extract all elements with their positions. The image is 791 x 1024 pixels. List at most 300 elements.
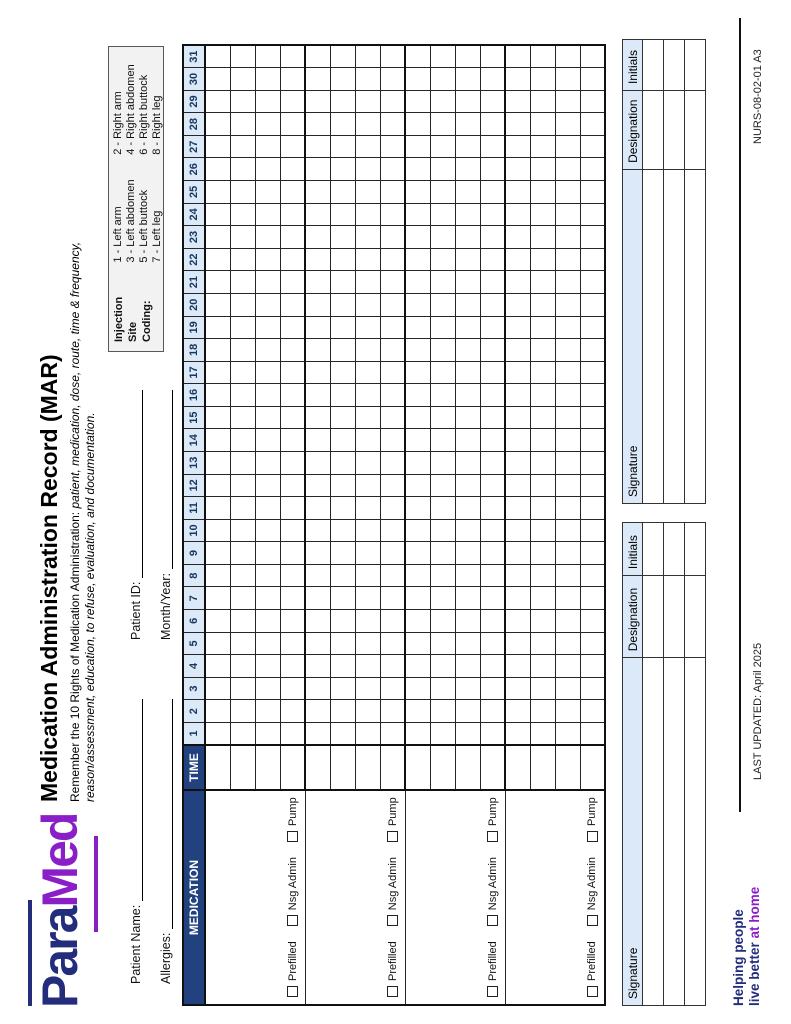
time-cell[interactable]: [405, 745, 430, 790]
day-cell-29[interactable]: [430, 90, 455, 113]
day-cell-30[interactable]: [230, 68, 255, 91]
day-cell-22[interactable]: [280, 248, 305, 271]
day-cell-15[interactable]: [230, 406, 255, 429]
day-cell-29[interactable]: [330, 90, 355, 113]
day-cell-28[interactable]: [280, 113, 305, 136]
day-cell-10[interactable]: [430, 519, 455, 542]
day-cell-16[interactable]: [455, 384, 480, 407]
day-cell-28[interactable]: [330, 113, 355, 136]
day-cell-6[interactable]: [530, 610, 555, 633]
day-cell-3[interactable]: [255, 677, 280, 700]
day-cell-16[interactable]: [580, 384, 605, 407]
day-cell-6[interactable]: [305, 610, 330, 633]
day-cell-24[interactable]: [255, 203, 280, 226]
day-cell-12[interactable]: [255, 474, 280, 497]
day-cell-6[interactable]: [205, 610, 230, 633]
day-cell-11[interactable]: [330, 497, 355, 520]
day-cell-8[interactable]: [530, 564, 555, 587]
day-cell-24[interactable]: [430, 203, 455, 226]
day-cell-30[interactable]: [280, 68, 305, 91]
day-cell-6[interactable]: [280, 610, 305, 633]
day-cell-30[interactable]: [380, 68, 405, 91]
day-cell-3[interactable]: [455, 677, 480, 700]
time-cell[interactable]: [305, 745, 330, 790]
day-cell-28[interactable]: [430, 113, 455, 136]
day-cell-3[interactable]: [555, 677, 580, 700]
day-cell-11[interactable]: [480, 497, 505, 520]
day-cell-7[interactable]: [580, 587, 605, 610]
time-cell[interactable]: [380, 745, 405, 790]
day-cell-29[interactable]: [305, 90, 330, 113]
day-cell-9[interactable]: [255, 542, 280, 565]
day-cell-22[interactable]: [505, 248, 530, 271]
day-cell-5[interactable]: [430, 632, 455, 655]
day-cell-3[interactable]: [205, 677, 230, 700]
day-cell-22[interactable]: [580, 248, 605, 271]
day-cell-19[interactable]: [505, 316, 530, 339]
day-cell-5[interactable]: [480, 632, 505, 655]
day-cell-22[interactable]: [305, 248, 330, 271]
day-cell-28[interactable]: [580, 113, 605, 136]
day-cell-29[interactable]: [380, 90, 405, 113]
day-cell-24[interactable]: [480, 203, 505, 226]
day-cell-29[interactable]: [405, 90, 430, 113]
day-cell-20[interactable]: [205, 293, 230, 316]
day-cell-10[interactable]: [230, 519, 255, 542]
day-cell-25[interactable]: [280, 181, 305, 204]
day-cell-21[interactable]: [205, 271, 230, 294]
day-cell-11[interactable]: [205, 497, 230, 520]
day-cell-20[interactable]: [430, 293, 455, 316]
day-cell-14[interactable]: [205, 429, 230, 452]
day-cell-11[interactable]: [305, 497, 330, 520]
day-cell-1[interactable]: [330, 722, 355, 745]
day-cell-16[interactable]: [305, 384, 330, 407]
day-cell-9[interactable]: [555, 542, 580, 565]
day-cell-13[interactable]: [405, 451, 430, 474]
day-cell-3[interactable]: [230, 677, 255, 700]
day-cell-4[interactable]: [280, 655, 305, 678]
day-cell-28[interactable]: [405, 113, 430, 136]
time-cell[interactable]: [330, 745, 355, 790]
day-cell-29[interactable]: [355, 90, 380, 113]
day-cell-21[interactable]: [405, 271, 430, 294]
day-cell-8[interactable]: [330, 564, 355, 587]
designation-cell[interactable]: [685, 91, 706, 170]
day-cell-21[interactable]: [280, 271, 305, 294]
day-cell-29[interactable]: [205, 90, 230, 113]
day-cell-10[interactable]: [305, 519, 330, 542]
day-cell-15[interactable]: [280, 406, 305, 429]
day-cell-22[interactable]: [330, 248, 355, 271]
day-cell-26[interactable]: [355, 158, 380, 181]
day-cell-29[interactable]: [455, 90, 480, 113]
day-cell-14[interactable]: [230, 429, 255, 452]
day-cell-12[interactable]: [555, 474, 580, 497]
day-cell-19[interactable]: [230, 316, 255, 339]
day-cell-2[interactable]: [405, 700, 430, 723]
day-cell-15[interactable]: [255, 406, 280, 429]
day-cell-13[interactable]: [255, 451, 280, 474]
day-cell-19[interactable]: [380, 316, 405, 339]
day-cell-8[interactable]: [355, 564, 380, 587]
day-cell-17[interactable]: [355, 361, 380, 384]
day-cell-1[interactable]: [255, 722, 280, 745]
day-cell-5[interactable]: [355, 632, 380, 655]
day-cell-31[interactable]: [255, 45, 280, 68]
day-cell-30[interactable]: [455, 68, 480, 91]
day-cell-23[interactable]: [380, 226, 405, 249]
day-cell-16[interactable]: [505, 384, 530, 407]
time-cell[interactable]: [205, 745, 230, 790]
day-cell-15[interactable]: [205, 406, 230, 429]
time-cell[interactable]: [480, 745, 505, 790]
day-cell-26[interactable]: [255, 158, 280, 181]
day-cell-21[interactable]: [230, 271, 255, 294]
day-cell-30[interactable]: [480, 68, 505, 91]
day-cell-10[interactable]: [330, 519, 355, 542]
day-cell-25[interactable]: [430, 181, 455, 204]
day-cell-26[interactable]: [380, 158, 405, 181]
month-year-input[interactable]: [158, 390, 173, 569]
time-cell[interactable]: [455, 745, 480, 790]
day-cell-1[interactable]: [280, 722, 305, 745]
day-cell-8[interactable]: [255, 564, 280, 587]
day-cell-6[interactable]: [355, 610, 380, 633]
day-cell-18[interactable]: [580, 339, 605, 362]
day-cell-14[interactable]: [355, 429, 380, 452]
day-cell-22[interactable]: [380, 248, 405, 271]
day-cell-13[interactable]: [455, 451, 480, 474]
day-cell-17[interactable]: [330, 361, 355, 384]
day-cell-1[interactable]: [230, 722, 255, 745]
day-cell-6[interactable]: [430, 610, 455, 633]
day-cell-18[interactable]: [455, 339, 480, 362]
day-cell-7[interactable]: [555, 587, 580, 610]
day-cell-6[interactable]: [330, 610, 355, 633]
day-cell-17[interactable]: [280, 361, 305, 384]
day-cell-18[interactable]: [405, 339, 430, 362]
day-cell-5[interactable]: [230, 632, 255, 655]
day-cell-26[interactable]: [480, 158, 505, 181]
day-cell-20[interactable]: [330, 293, 355, 316]
day-cell-30[interactable]: [405, 68, 430, 91]
day-cell-9[interactable]: [505, 542, 530, 565]
day-cell-28[interactable]: [555, 113, 580, 136]
day-cell-28[interactable]: [305, 113, 330, 136]
day-cell-9[interactable]: [455, 542, 480, 565]
day-cell-18[interactable]: [255, 339, 280, 362]
day-cell-22[interactable]: [405, 248, 430, 271]
day-cell-10[interactable]: [480, 519, 505, 542]
day-cell-31[interactable]: [430, 45, 455, 68]
day-cell-12[interactable]: [505, 474, 530, 497]
designation-cell[interactable]: [643, 576, 664, 658]
day-cell-24[interactable]: [205, 203, 230, 226]
day-cell-20[interactable]: [255, 293, 280, 316]
time-cell[interactable]: [505, 745, 530, 790]
day-cell-20[interactable]: [455, 293, 480, 316]
day-cell-20[interactable]: [555, 293, 580, 316]
day-cell-13[interactable]: [230, 451, 255, 474]
day-cell-7[interactable]: [430, 587, 455, 610]
day-cell-18[interactable]: [530, 339, 555, 362]
day-cell-10[interactable]: [205, 519, 230, 542]
day-cell-23[interactable]: [305, 226, 330, 249]
day-cell-5[interactable]: [205, 632, 230, 655]
day-cell-23[interactable]: [405, 226, 430, 249]
day-cell-3[interactable]: [430, 677, 455, 700]
day-cell-27[interactable]: [305, 135, 330, 158]
day-cell-29[interactable]: [530, 90, 555, 113]
day-cell-7[interactable]: [205, 587, 230, 610]
day-cell-2[interactable]: [230, 700, 255, 723]
day-cell-15[interactable]: [480, 406, 505, 429]
day-cell-11[interactable]: [380, 497, 405, 520]
checkbox-nsg-admin-icon[interactable]: [487, 915, 498, 926]
day-cell-4[interactable]: [255, 655, 280, 678]
day-cell-24[interactable]: [330, 203, 355, 226]
day-cell-25[interactable]: [355, 181, 380, 204]
day-cell-5[interactable]: [255, 632, 280, 655]
day-cell-6[interactable]: [555, 610, 580, 633]
day-cell-12[interactable]: [305, 474, 330, 497]
day-cell-18[interactable]: [430, 339, 455, 362]
day-cell-27[interactable]: [405, 135, 430, 158]
day-cell-6[interactable]: [505, 610, 530, 633]
day-cell-2[interactable]: [555, 700, 580, 723]
day-cell-26[interactable]: [580, 158, 605, 181]
day-cell-7[interactable]: [480, 587, 505, 610]
day-cell-12[interactable]: [480, 474, 505, 497]
day-cell-17[interactable]: [455, 361, 480, 384]
day-cell-29[interactable]: [580, 90, 605, 113]
day-cell-15[interactable]: [405, 406, 430, 429]
day-cell-5[interactable]: [555, 632, 580, 655]
day-cell-15[interactable]: [330, 406, 355, 429]
day-cell-26[interactable]: [330, 158, 355, 181]
day-cell-15[interactable]: [530, 406, 555, 429]
day-cell-21[interactable]: [480, 271, 505, 294]
day-cell-14[interactable]: [530, 429, 555, 452]
day-cell-4[interactable]: [330, 655, 355, 678]
day-cell-13[interactable]: [480, 451, 505, 474]
day-cell-30[interactable]: [530, 68, 555, 91]
day-cell-29[interactable]: [480, 90, 505, 113]
day-cell-28[interactable]: [355, 113, 380, 136]
signature-cell[interactable]: [685, 169, 706, 503]
day-cell-6[interactable]: [580, 610, 605, 633]
day-cell-13[interactable]: [580, 451, 605, 474]
day-cell-17[interactable]: [430, 361, 455, 384]
day-cell-18[interactable]: [555, 339, 580, 362]
day-cell-25[interactable]: [455, 181, 480, 204]
day-cell-31[interactable]: [330, 45, 355, 68]
day-cell-2[interactable]: [255, 700, 280, 723]
day-cell-7[interactable]: [355, 587, 380, 610]
day-cell-16[interactable]: [330, 384, 355, 407]
day-cell-22[interactable]: [555, 248, 580, 271]
day-cell-4[interactable]: [380, 655, 405, 678]
day-cell-28[interactable]: [255, 113, 280, 136]
day-cell-29[interactable]: [230, 90, 255, 113]
day-cell-25[interactable]: [505, 181, 530, 204]
day-cell-25[interactable]: [405, 181, 430, 204]
day-cell-19[interactable]: [330, 316, 355, 339]
day-cell-17[interactable]: [205, 361, 230, 384]
day-cell-30[interactable]: [580, 68, 605, 91]
day-cell-13[interactable]: [355, 451, 380, 474]
day-cell-11[interactable]: [530, 497, 555, 520]
day-cell-22[interactable]: [255, 248, 280, 271]
day-cell-5[interactable]: [505, 632, 530, 655]
day-cell-2[interactable]: [530, 700, 555, 723]
day-cell-30[interactable]: [355, 68, 380, 91]
day-cell-15[interactable]: [305, 406, 330, 429]
day-cell-28[interactable]: [380, 113, 405, 136]
day-cell-27[interactable]: [580, 135, 605, 158]
designation-cell[interactable]: [685, 576, 706, 658]
day-cell-5[interactable]: [280, 632, 305, 655]
initials-cell[interactable]: [664, 40, 685, 91]
time-cell[interactable]: [280, 745, 305, 790]
day-cell-23[interactable]: [255, 226, 280, 249]
day-cell-21[interactable]: [555, 271, 580, 294]
day-cell-13[interactable]: [530, 451, 555, 474]
day-cell-5[interactable]: [330, 632, 355, 655]
day-cell-27[interactable]: [205, 135, 230, 158]
day-cell-31[interactable]: [455, 45, 480, 68]
day-cell-25[interactable]: [480, 181, 505, 204]
day-cell-2[interactable]: [330, 700, 355, 723]
designation-cell[interactable]: [643, 91, 664, 170]
day-cell-4[interactable]: [355, 655, 380, 678]
day-cell-14[interactable]: [555, 429, 580, 452]
day-cell-12[interactable]: [230, 474, 255, 497]
day-cell-6[interactable]: [380, 610, 405, 633]
day-cell-15[interactable]: [505, 406, 530, 429]
day-cell-7[interactable]: [405, 587, 430, 610]
signature-cell[interactable]: [643, 169, 664, 503]
day-cell-1[interactable]: [480, 722, 505, 745]
day-cell-23[interactable]: [280, 226, 305, 249]
checkbox-nsg-admin-icon[interactable]: [287, 915, 298, 926]
day-cell-9[interactable]: [330, 542, 355, 565]
day-cell-4[interactable]: [580, 655, 605, 678]
allergies-input[interactable]: [158, 699, 173, 929]
day-cell-2[interactable]: [505, 700, 530, 723]
day-cell-27[interactable]: [380, 135, 405, 158]
day-cell-18[interactable]: [355, 339, 380, 362]
day-cell-7[interactable]: [330, 587, 355, 610]
day-cell-17[interactable]: [505, 361, 530, 384]
day-cell-23[interactable]: [530, 226, 555, 249]
day-cell-2[interactable]: [305, 700, 330, 723]
day-cell-8[interactable]: [405, 564, 430, 587]
day-cell-10[interactable]: [580, 519, 605, 542]
day-cell-6[interactable]: [480, 610, 505, 633]
day-cell-9[interactable]: [205, 542, 230, 565]
day-cell-1[interactable]: [455, 722, 480, 745]
day-cell-28[interactable]: [455, 113, 480, 136]
day-cell-19[interactable]: [255, 316, 280, 339]
day-cell-7[interactable]: [280, 587, 305, 610]
day-cell-15[interactable]: [430, 406, 455, 429]
day-cell-26[interactable]: [305, 158, 330, 181]
day-cell-2[interactable]: [380, 700, 405, 723]
initials-cell[interactable]: [643, 40, 664, 91]
day-cell-31[interactable]: [405, 45, 430, 68]
day-cell-31[interactable]: [305, 45, 330, 68]
day-cell-25[interactable]: [580, 181, 605, 204]
day-cell-20[interactable]: [480, 293, 505, 316]
day-cell-21[interactable]: [355, 271, 380, 294]
day-cell-1[interactable]: [505, 722, 530, 745]
medication-cell[interactable]: [505, 790, 605, 1005]
day-cell-27[interactable]: [230, 135, 255, 158]
day-cell-31[interactable]: [530, 45, 555, 68]
day-cell-9[interactable]: [405, 542, 430, 565]
day-cell-7[interactable]: [530, 587, 555, 610]
day-cell-8[interactable]: [380, 564, 405, 587]
day-cell-21[interactable]: [330, 271, 355, 294]
day-cell-11[interactable]: [355, 497, 380, 520]
day-cell-25[interactable]: [330, 181, 355, 204]
day-cell-21[interactable]: [255, 271, 280, 294]
day-cell-13[interactable]: [330, 451, 355, 474]
time-cell[interactable]: [430, 745, 455, 790]
day-cell-19[interactable]: [305, 316, 330, 339]
day-cell-11[interactable]: [405, 497, 430, 520]
day-cell-23[interactable]: [455, 226, 480, 249]
day-cell-24[interactable]: [580, 203, 605, 226]
day-cell-21[interactable]: [430, 271, 455, 294]
day-cell-16[interactable]: [405, 384, 430, 407]
day-cell-24[interactable]: [230, 203, 255, 226]
day-cell-8[interactable]: [480, 564, 505, 587]
day-cell-12[interactable]: [205, 474, 230, 497]
day-cell-22[interactable]: [530, 248, 555, 271]
day-cell-11[interactable]: [555, 497, 580, 520]
day-cell-4[interactable]: [405, 655, 430, 678]
day-cell-25[interactable]: [555, 181, 580, 204]
day-cell-19[interactable]: [455, 316, 480, 339]
day-cell-30[interactable]: [305, 68, 330, 91]
day-cell-31[interactable]: [230, 45, 255, 68]
day-cell-5[interactable]: [580, 632, 605, 655]
day-cell-1[interactable]: [405, 722, 430, 745]
day-cell-23[interactable]: [430, 226, 455, 249]
day-cell-9[interactable]: [230, 542, 255, 565]
patient-name-input[interactable]: [128, 699, 143, 901]
day-cell-17[interactable]: [305, 361, 330, 384]
day-cell-1[interactable]: [580, 722, 605, 745]
signature-cell[interactable]: [664, 169, 685, 503]
day-cell-2[interactable]: [455, 700, 480, 723]
day-cell-31[interactable]: [380, 45, 405, 68]
day-cell-7[interactable]: [380, 587, 405, 610]
checkbox-prefilled-icon[interactable]: [587, 986, 598, 997]
day-cell-27[interactable]: [280, 135, 305, 158]
day-cell-1[interactable]: [305, 722, 330, 745]
day-cell-22[interactable]: [230, 248, 255, 271]
time-cell[interactable]: [530, 745, 555, 790]
day-cell-24[interactable]: [355, 203, 380, 226]
day-cell-5[interactable]: [530, 632, 555, 655]
day-cell-30[interactable]: [205, 68, 230, 91]
day-cell-27[interactable]: [455, 135, 480, 158]
day-cell-23[interactable]: [355, 226, 380, 249]
